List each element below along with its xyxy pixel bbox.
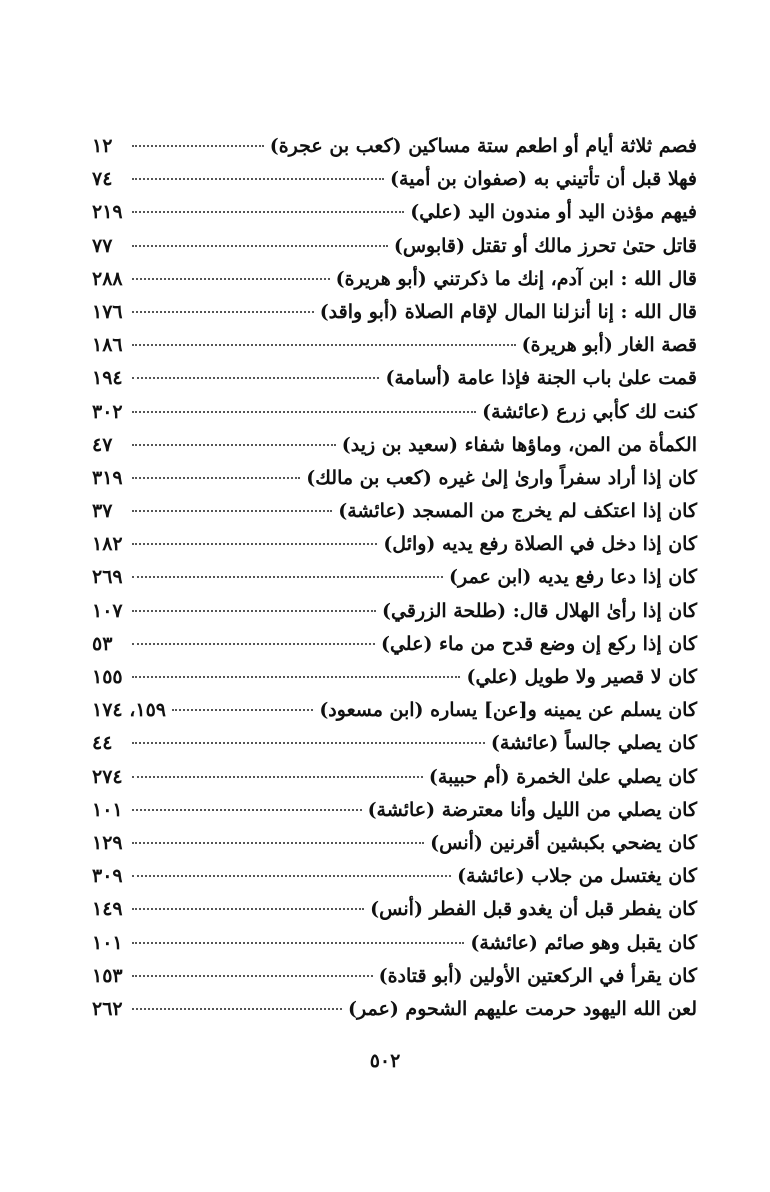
dot-leader [132,411,476,413]
index-entry [92,495,697,528]
entry-text: كان إذا رأىٰ الهلال قال: (طلحة الزرقي) [382,599,697,622]
entry-page-ref: ١٠١ [92,931,123,954]
entry-text: كان يضحي بكبشين أقرنين (أنس) [430,831,697,854]
entry-page-ref: ٤٧ [92,433,113,456]
dot-leader [132,145,264,147]
index-entry [92,761,697,794]
index-entry [92,329,697,362]
dot-leader [132,377,379,379]
entry-page-ref: ٥٣ [92,632,113,655]
entry-text: كان يصلي علىٰ الخمرة (أم حبيبة) [428,765,697,788]
dot-leader [132,178,384,180]
page-number: ٥٠٢ [369,1050,401,1072]
dot-leader [132,875,451,877]
index-entry [92,628,697,661]
index-entry [92,694,697,727]
entry-text: الكمأة من المن، وماؤها شفاء (سعيد بن زيد) [341,433,697,456]
entry-text: كان يصلي جالساً (عائشة) [490,732,697,755]
dot-leader [132,444,336,446]
entry-text: لعن الله اليهود حرمت عليهم الشحوم (عمر) [348,997,697,1020]
dot-leader [132,975,373,977]
entry-text: قال الله : إنا أنزلنا المال لإقام الصلاة (أبو واقد) [319,300,697,323]
entry-page-ref: ١٨٦ [92,334,123,357]
dot-leader [132,676,460,678]
entry-page-ref: ١٥٩، ١٧٤ [92,699,166,722]
dot-leader [132,809,362,811]
dot-leader [132,477,300,479]
dot-leader [132,908,364,910]
entry-page-ref: ١٥٣ [92,964,123,987]
entry-text: كان إذا أراد سفراً وارىٰ إلىٰ غيره (كعب بن مالك) [306,466,697,489]
entry-text: كان إذا دخل في الصلاة رفع يديه (وائل) [383,533,697,556]
entry-page-ref: ٤٤ [92,732,113,755]
entry-page-ref: ١٠٧ [92,599,123,622]
index-entry [92,263,697,296]
entry-page-ref: ٣١٩ [92,466,123,489]
entry-text: كان يقبل وهو صائم (عائشة) [470,931,697,954]
entry-page-ref: ١٠١ [92,798,123,821]
dot-leader [132,776,423,778]
entry-page-ref: ٧٧ [92,234,113,257]
entry-text: كان إذا دعا رفع يديه (ابن عمر) [448,566,697,589]
entry-page-ref: ٢٦٢ [92,997,123,1020]
dot-leader [132,245,388,247]
index-entry [92,362,697,395]
entry-page-ref: ٣٠٢ [92,400,123,423]
entry-page-ref: ٣٧ [92,500,113,523]
entry-page-ref: ١٢٩ [92,831,123,854]
entry-text: كان يقرأ في الركعتين الأولين (أبو قتادة) [378,964,697,987]
entry-text: كان يسلم عن يمينه و[عن] يساره (ابن مسعود) [319,699,697,722]
index-entry [92,462,697,495]
dot-leader [132,344,516,346]
entry-page-ref: ٢١٩ [92,201,123,224]
index-entry [92,860,697,893]
entry-page-ref: ١٢ [92,135,113,157]
entry-text: فيهم مؤذن اليد أو مندون اليد (علي) [410,201,697,224]
entry-text: فصم ثلاثة أيام أو اطعم ستة مساكين (كعب بن عجرة) [269,135,697,157]
index-entry [92,661,697,694]
dot-leader [132,643,375,645]
index-entry [92,595,697,628]
dot-leader [132,543,377,545]
entry-text: كان يفطر قبل أن يغدو قبل الفطر (أنس) [370,898,697,921]
dot-leader [132,576,443,578]
entry-page-ref: ١٨٢ [92,533,123,556]
index-entry [92,561,697,594]
entry-text: كان يغتسل من جلاب (عائشة) [457,865,697,888]
dot-leader [132,510,332,512]
entry-text: كان إذا اعتكف لم يخرج من المسجد (عائشة) [338,500,697,523]
index-entry [92,396,697,429]
entry-text: قال الله : ابن آدم، إنك ما ذكرتني (أبو هريرة) [335,267,697,290]
entry-page-ref: ١٧٦ [92,300,123,323]
entry-text: قصة الغار (أبو هريرة) [521,334,697,357]
dot-leader [132,311,314,313]
entry-text: كان يصلي من الليل وأنا معترضة (عائشة) [367,798,697,821]
entry-text: كنت لك كأبي زرع (عائشة) [482,400,697,423]
entry-page-ref: ٢٨٨ [92,267,123,290]
index-entry [92,163,697,196]
index-entry [92,230,697,263]
entry-page-ref: ١٤٩ [92,898,123,921]
entry-page-ref: ٣٠٩ [92,865,123,888]
entry-page-ref: ٧٤ [92,168,113,191]
index-entry [92,893,697,926]
index-entry [92,727,697,760]
index-entry [92,927,697,960]
dot-leader [132,842,424,844]
entry-page-ref: ١٥٥ [92,666,123,688]
entry-text: كان إذا ركع إن وضع قدح من ماء (علي) [380,632,697,655]
dot-leader [132,942,464,944]
hadith-index-list [92,130,697,1026]
dot-leader [172,709,313,711]
dot-leader [132,211,404,213]
index-entry [92,196,697,229]
entry-text: قمت علىٰ باب الجنة فإذا عامة (أسامة) [385,367,697,390]
entry-text: كان لا قصير ولا طويل (علي) [466,666,697,688]
dot-leader [132,742,485,744]
entry-page-ref: ١٩٤ [92,367,123,390]
entry-text: قاتل حتىٰ تحرز مالك أو تقتل (قابوس) [393,234,697,257]
dot-leader [132,610,376,612]
index-entry [92,960,697,993]
entry-text: فهلا قبل أن تأتيني به (صفوان بن أمية) [390,168,697,191]
index-entry [92,296,697,329]
entry-page-ref: ٢٦٩ [92,566,123,589]
dot-leader [132,1008,342,1010]
index-entry [92,429,697,462]
index-entry [92,528,697,561]
index-entry [92,794,697,827]
entry-page-ref: ٢٧٤ [92,765,123,788]
dot-leader [132,278,330,280]
index-entry [92,827,697,860]
index-entry [92,993,697,1026]
index-entry [92,130,697,163]
